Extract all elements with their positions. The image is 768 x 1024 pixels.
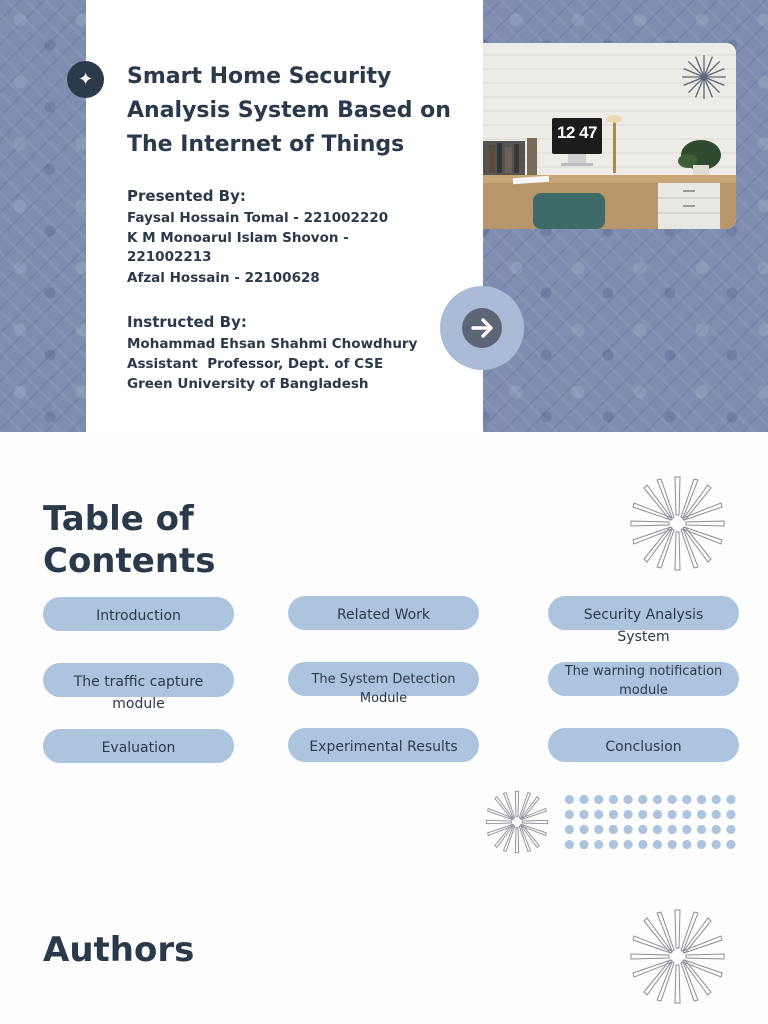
toc-item-label: Conclusion (605, 739, 682, 755)
toc-item-label: The traffic capture (73, 674, 204, 690)
toc-item-related-work[interactable] (288, 596, 479, 630)
dot-grid-decoration (562, 792, 738, 852)
toc-item-evaluation[interactable] (43, 729, 234, 763)
authors-heading: Authors (43, 930, 195, 970)
toc-heading (43, 498, 216, 582)
toc-item-system-detection-module[interactable] (288, 662, 479, 706)
starburst-icon (681, 54, 727, 100)
toc-item-label: Security Analysis (583, 607, 704, 623)
presenter-line: K M Monoarul Islam Shovon - (127, 230, 349, 246)
instructed-by-heading: Instructed By: (127, 313, 247, 331)
toc-heading-line2: Contents (43, 541, 216, 581)
instructor-line: Green University of Bangladesh (127, 376, 369, 392)
title-slide (0, 0, 768, 432)
instructor-line: Mohammad Ehsan Shahmi Chowdhury (127, 336, 418, 352)
toc-item-introduction[interactable] (43, 597, 234, 631)
starburst-icon (629, 475, 726, 572)
toc-item-warning-notification-module[interactable] (548, 662, 739, 696)
presentation-title: Smart Home Security Analysis System Based on The Internet of Things (127, 64, 451, 157)
toc-item-label: Introduction (96, 608, 181, 624)
toc-item-label: Experimental Results (309, 739, 458, 755)
presenter-line: 221002213 (127, 249, 212, 265)
starburst-icon (629, 908, 726, 1005)
toc-item-traffic-capture-module[interactable] (43, 663, 234, 712)
toc-item-label: System (617, 629, 670, 645)
instructor-line: Assistant Professor, Dept. of CSE (127, 356, 384, 372)
toc-item-label: Related Work (336, 607, 431, 623)
presenter-line: Afzal Hossain - 22100628 (127, 270, 320, 286)
presenter-line: Faysal Hossain Tomal - 221002220 (127, 210, 389, 226)
toc-item-label: The System Detection (311, 672, 456, 687)
arrow-right-icon (462, 308, 502, 348)
toc-item-label: module (619, 683, 668, 698)
toc-item-label: Module (359, 691, 408, 706)
next-button[interactable] (440, 286, 524, 370)
toc-item-security-analysis-system[interactable] (548, 596, 739, 645)
toc-item-label: The warning notification (564, 664, 723, 679)
starburst-icon (485, 790, 549, 854)
photo-clock-text: 12 47 (556, 123, 598, 142)
presented-by-heading: Presented By: (127, 187, 246, 205)
toc-item-conclusion[interactable] (548, 728, 739, 762)
toc-heading-line1: Table of (43, 499, 194, 539)
sparkle-icon: ✦ (67, 61, 104, 98)
toc-item-label: module (112, 696, 165, 712)
toc-item-experimental-results[interactable] (288, 728, 479, 762)
toc-item-label: Evaluation (101, 740, 176, 756)
